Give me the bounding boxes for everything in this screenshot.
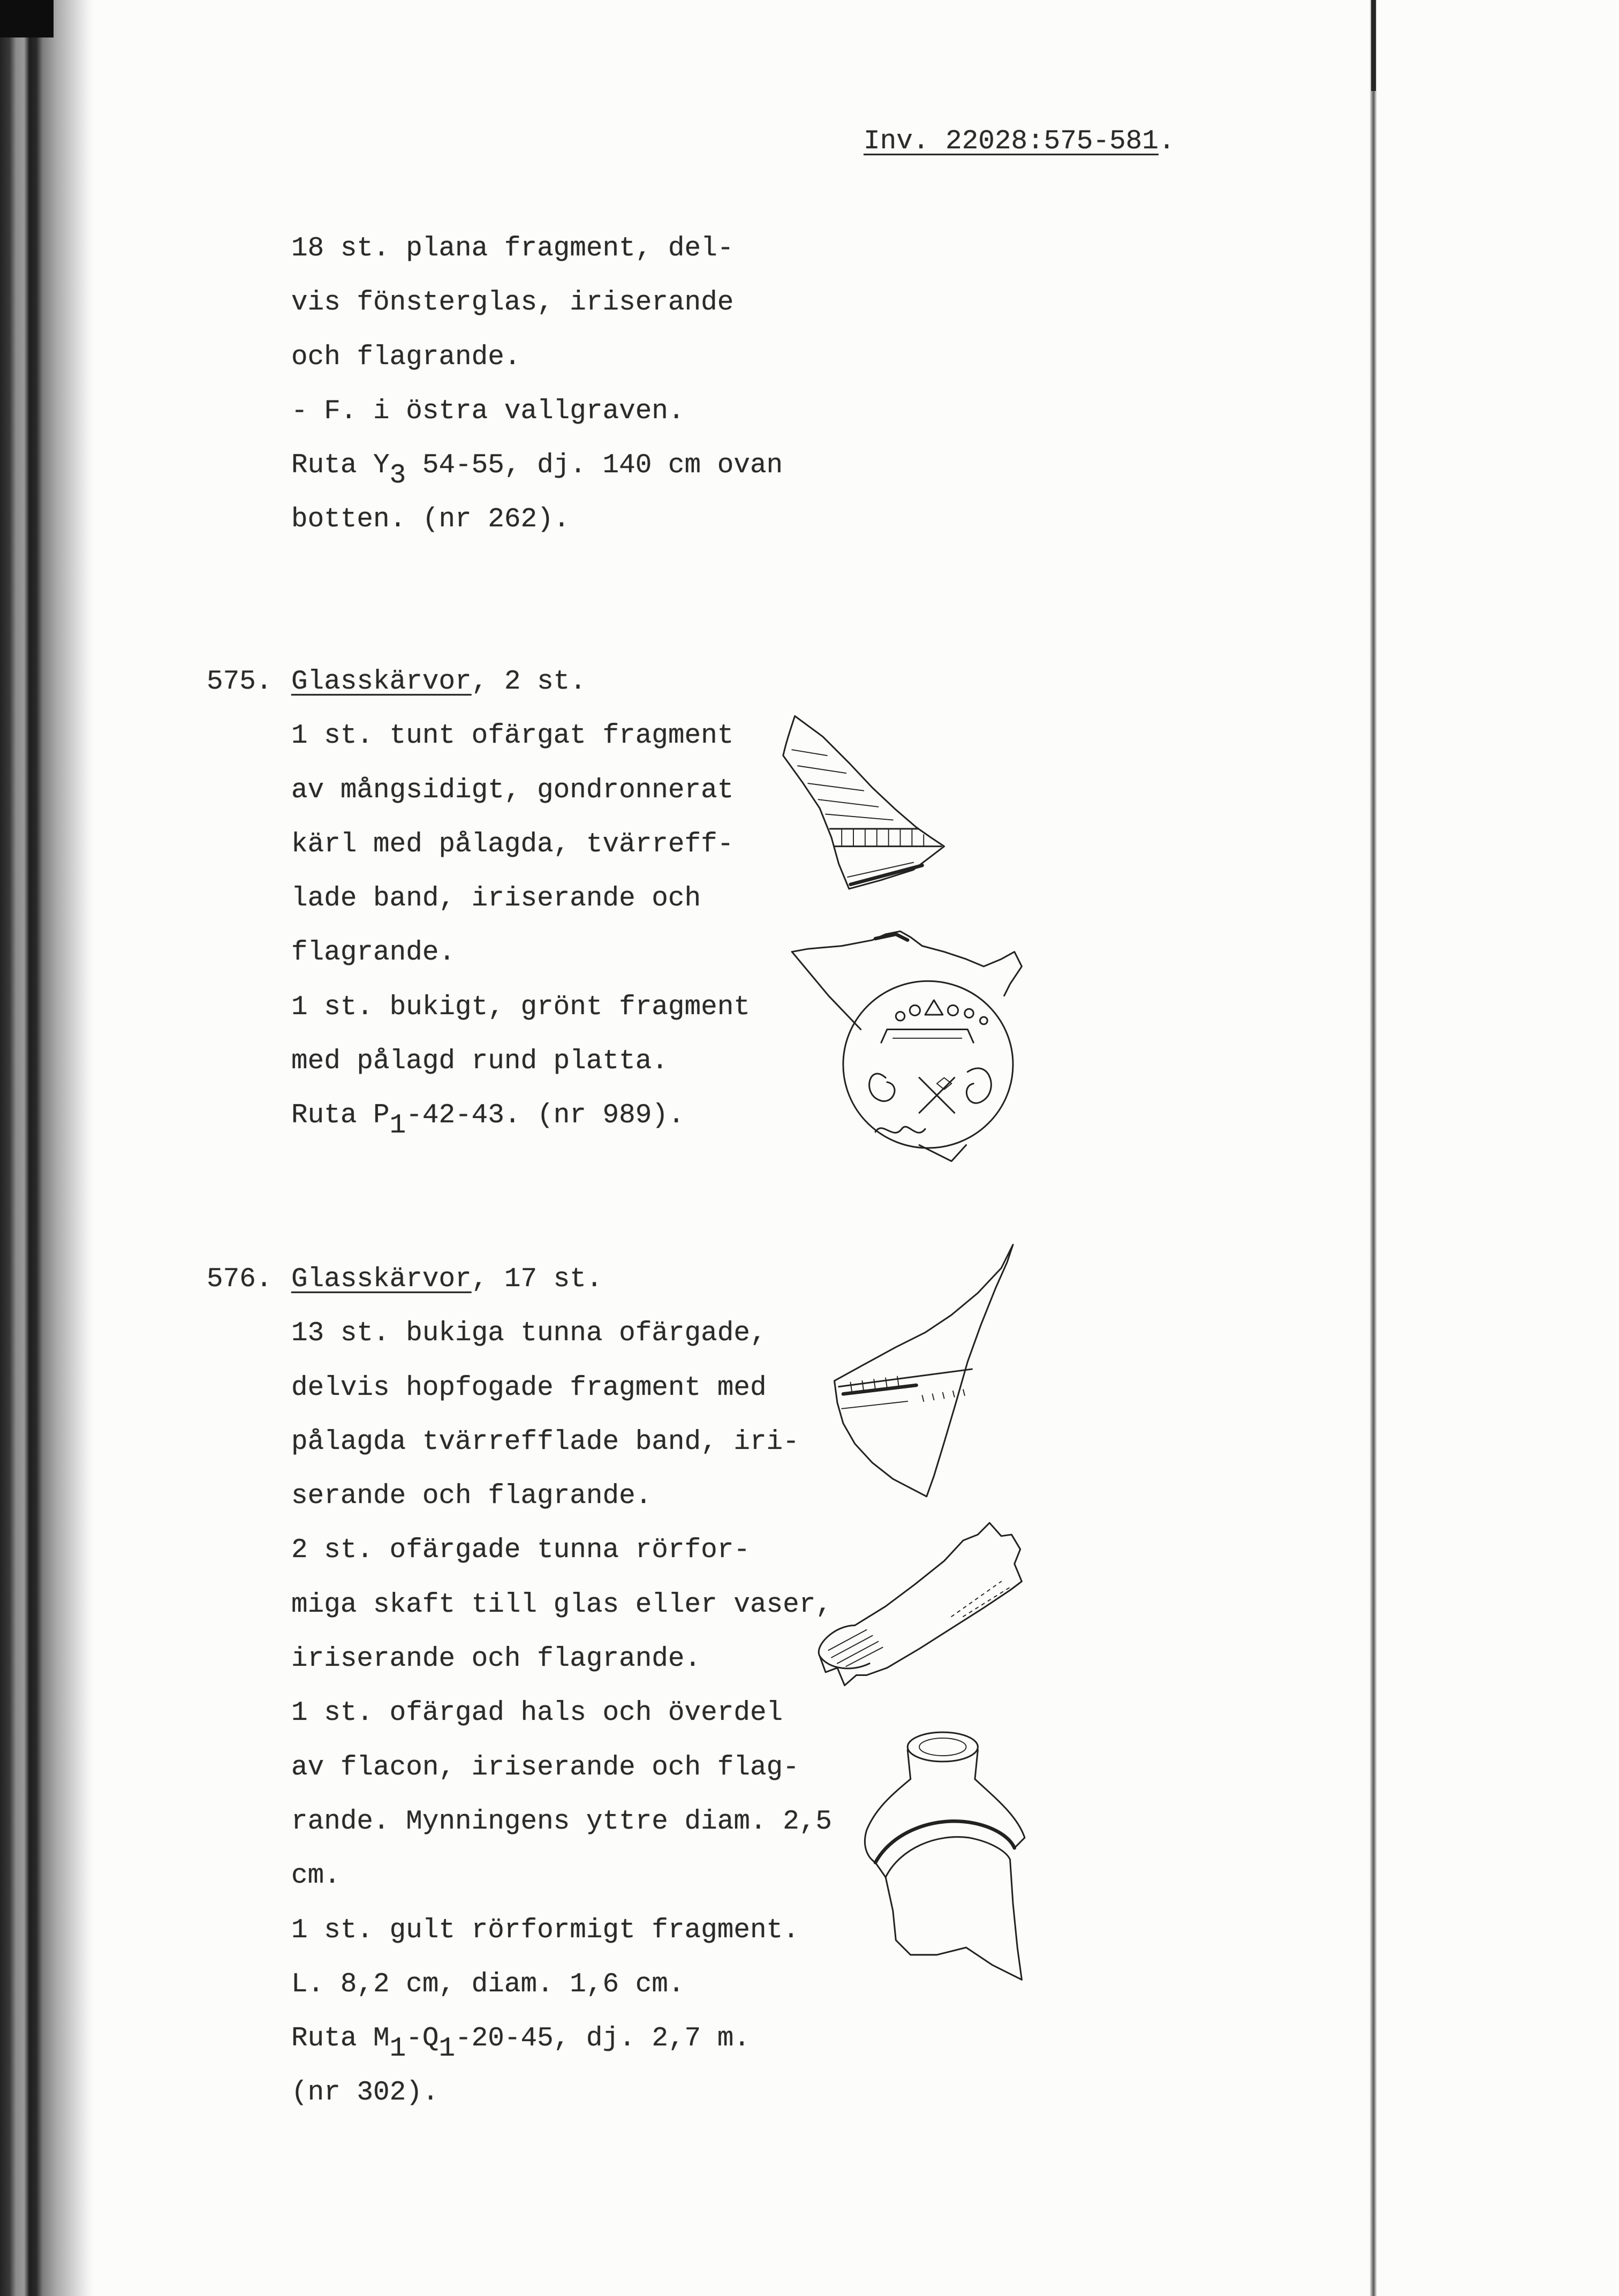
entry-count: , 17 st. (471, 1264, 603, 1295)
sketch-gadrooned-fragment (783, 716, 944, 889)
sketch-banded-fragment (834, 1244, 1013, 1496)
inventory-ref-text: Inv. 22028:575-581 (864, 126, 1159, 157)
text-segment: Ruta M (291, 2023, 390, 2055)
sketch-tubular-stem (819, 1523, 1022, 1686)
text-line: vis fönsterglas, iriserande (291, 288, 734, 319)
text-line: - F. i östra vallgraven. (291, 396, 685, 427)
grid-subscript: 3 (389, 460, 406, 491)
text-line: kärl med pålagda, tvärreff- (291, 829, 734, 860)
grid-subscript: 1 (389, 1110, 406, 1141)
text-line: 2 st. ofärgade tunna rörfor- (291, 1535, 750, 1566)
entry-count: , 2 st. (471, 667, 586, 697)
text-line: cm. (291, 1861, 341, 1892)
text-line: miga skaft till glas eller vaser, (291, 1589, 832, 1620)
inventory-ref-period: . (1158, 126, 1175, 157)
text-line: 1 st. gult rörformigt fragment. (291, 1915, 799, 1946)
text-line: (nr 302). (291, 2078, 439, 2109)
text-segment: -Q (406, 2023, 439, 2055)
text-line: 1 st. tunt ofärgat fragment (291, 721, 734, 752)
text-segment: -42-43. (nr 989). (406, 1100, 685, 1131)
text-line: 18 st. plana fragment, del- (291, 233, 734, 264)
sketch-plate-fragment (792, 931, 1022, 1161)
grid-subscript: 1 (438, 2033, 456, 2064)
text-line: pålagda tvärrefflade band, iri- (291, 1426, 799, 1457)
text-segment: -20-45, dj. 2,7 m. (455, 2023, 750, 2055)
text-line: och flagrande. (291, 342, 521, 373)
text-line: serande och flagrande. (291, 1481, 652, 1512)
text-line: iriserande och flagrande. (291, 1644, 701, 1675)
entry-number: 575. (207, 667, 273, 697)
text-line: med pålagd rund platta. (291, 1046, 668, 1077)
text-line: lade band, iriserande och (291, 883, 701, 915)
sketch-flacon (865, 1732, 1025, 1980)
text-line: av flacon, iriserande och flag- (291, 1752, 799, 1783)
text-line: botten. (nr 262). (291, 504, 570, 535)
text-line: delvis hopfogade fragment med (291, 1372, 767, 1403)
text-line: L. 8,2 cm, diam. 1,6 cm. (291, 1969, 685, 2000)
text-line: av mångsidigt, gondronnerat (291, 775, 734, 806)
entry-title: Glasskärvor (291, 1264, 472, 1295)
text-segment: Ruta P (291, 1100, 390, 1131)
entry-title: Glasskärvor (291, 667, 472, 697)
text-segment: 54-55, dj. 140 cm ovan (406, 450, 783, 481)
grid-subscript: 1 (389, 2033, 406, 2064)
text-line: 1 st. ofärgad hals och överdel (291, 1698, 783, 1729)
text-line: 13 st. bukiga tunna ofärgade, (291, 1318, 767, 1349)
entry-number: 576. (207, 1264, 273, 1295)
text-line: flagrande. (291, 938, 456, 969)
text-line: rande. Mynningens yttre diam. 2,5 (291, 1806, 832, 1837)
text-line: 1 st. bukigt, grönt fragment (291, 992, 750, 1023)
text-segment: Ruta Y (291, 450, 390, 481)
